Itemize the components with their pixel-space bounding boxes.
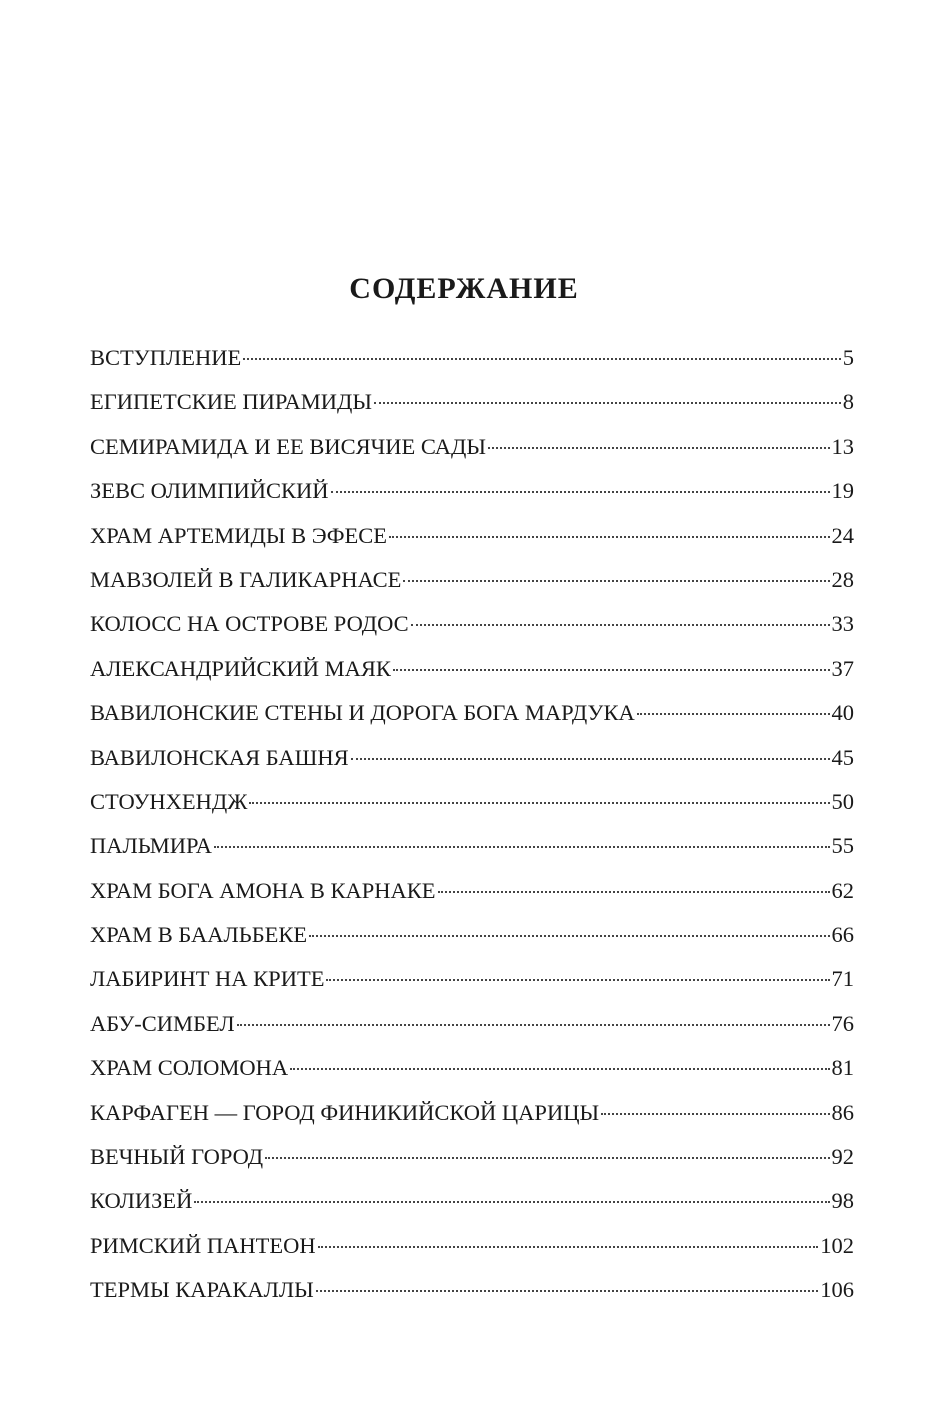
toc-entry	[90, 1179, 854, 1223]
toc-page-number: 37	[831, 655, 854, 681]
toc-page-number: 24	[831, 522, 854, 548]
table-of-contents	[90, 336, 854, 1313]
toc-entry-title: ЛАБИРИНТ НА КРИТЕ	[90, 966, 325, 992]
dot-leader	[326, 979, 829, 981]
toc-entry-title: ЕГИПЕТСКИЕ ПИРАМИДЫ	[90, 389, 372, 415]
toc-entry-title: ХРАМ АРТЕМИДЫ В ЭФЕСЕ	[90, 522, 388, 548]
page-title: СОДЕРЖАНИЕ	[349, 272, 579, 305]
toc-entry-title: ТЕРМЫ КАРАКАЛЛЫ	[90, 1277, 314, 1303]
toc-page-number: 71	[831, 966, 854, 992]
toc-entry	[90, 514, 854, 558]
dot-leader	[265, 1157, 829, 1159]
toc-page-number: 66	[831, 922, 854, 948]
toc-entry	[90, 1046, 854, 1090]
dot-leader	[393, 669, 830, 671]
toc-page-number: 40	[831, 700, 854, 726]
toc-entry	[90, 336, 854, 380]
toc-entry	[90, 957, 854, 1001]
dot-leader	[249, 802, 829, 804]
toc-entry	[90, 736, 854, 780]
toc-entry	[90, 1224, 854, 1268]
toc-entry-title: СТОУНХЕНДЖ	[90, 788, 248, 814]
toc-page-number: 62	[831, 877, 854, 903]
toc-entry	[90, 691, 854, 735]
toc-entry-title: ВАВИЛОНСКИЕ СТЕНЫ И ДОРОГА БОГА МАРДУКА	[90, 700, 635, 726]
toc-entry-title: ЗЕВС ОЛИМПИЙСКИЙ	[90, 478, 329, 504]
toc-page-number: 92	[831, 1144, 854, 1170]
toc-page-number: 33	[831, 611, 854, 637]
toc-entry-title: ВЕЧНЫЙ ГОРОД	[90, 1144, 264, 1170]
toc-entry	[90, 1268, 854, 1312]
toc-entry-title: ХРАМ В БААЛЬБЕКЕ	[90, 922, 308, 948]
dot-leader	[403, 580, 829, 582]
toc-page-number: 28	[831, 566, 854, 592]
toc-entry-title: ХРАМ СОЛОМОНА	[90, 1055, 289, 1081]
toc-entry-title: КАРФАГЕН — ГОРОД ФИНИКИЙСКОЙ ЦАРИЦЫ	[90, 1099, 600, 1125]
toc-page-number: 55	[831, 833, 854, 859]
toc-entry-title: КОЛИЗЕЙ	[90, 1188, 193, 1214]
toc-entry-title: АБУ-СИМБЕЛ	[90, 1010, 235, 1036]
dot-leader	[214, 846, 830, 848]
toc-page-number: 13	[831, 433, 854, 459]
toc-page-number: 106	[820, 1277, 854, 1303]
dot-leader	[411, 624, 830, 626]
toc-page-number: 45	[831, 744, 854, 770]
toc-entry	[90, 780, 854, 824]
toc-page-number: 98	[831, 1188, 854, 1214]
dot-leader	[331, 491, 830, 493]
toc-page-number: 102	[820, 1232, 854, 1258]
dot-leader	[243, 358, 841, 360]
toc-entry	[90, 647, 854, 691]
toc-page-number: 81	[831, 1055, 854, 1081]
toc-entry	[90, 380, 854, 424]
toc-page-number: 5	[842, 345, 854, 370]
toc-entry-title: РИМСКИЙ ПАНТЕОН	[90, 1232, 316, 1258]
toc-page-number: 8	[842, 389, 854, 415]
dot-leader	[351, 758, 830, 760]
dot-leader	[194, 1201, 829, 1203]
toc-entry	[90, 602, 854, 646]
toc-entry	[90, 1135, 854, 1179]
toc-entry	[90, 824, 854, 868]
dot-leader	[374, 402, 841, 404]
toc-entry	[90, 1002, 854, 1046]
toc-entry-title: СЕМИРАМИДА И ЕЕ ВИСЯЧИЕ САДЫ	[90, 433, 486, 459]
toc-entry-title: КОЛОСС НА ОСТРОВЕ РОДОС	[90, 611, 409, 637]
toc-entry	[90, 913, 854, 957]
toc-entry	[90, 425, 854, 469]
toc-entry-title: ХРАМ БОГА АМОНА В КАРНАКЕ	[90, 877, 436, 903]
toc-page-number: 86	[831, 1099, 854, 1125]
dot-leader	[601, 1113, 829, 1115]
toc-page-number: 50	[831, 788, 854, 814]
dot-leader	[318, 1246, 819, 1248]
toc-page-number: 19	[831, 478, 854, 504]
dot-leader	[389, 536, 829, 538]
toc-entry	[90, 558, 854, 602]
dot-leader	[309, 935, 829, 937]
toc-entry-title: ВСТУПЛЕНИЕ	[90, 345, 242, 370]
dot-leader	[237, 1024, 830, 1026]
toc-entry-title: МАВЗОЛЕЙ В ГАЛИКАРНАСЕ	[90, 566, 402, 592]
toc-entry	[90, 469, 854, 513]
toc-page-number: 76	[831, 1010, 854, 1036]
dot-leader	[316, 1290, 818, 1292]
toc-entry-title: ПАЛЬМИРА	[90, 833, 212, 859]
toc-entry-title: ВАВИЛОНСКАЯ БАШНЯ	[90, 744, 349, 770]
dot-leader	[290, 1068, 829, 1070]
toc-entry	[90, 1091, 854, 1135]
dot-leader	[637, 713, 830, 715]
dot-leader	[438, 891, 830, 893]
dot-leader	[488, 447, 830, 449]
toc-entry-title: АЛЕКСАНДРИЙСКИЙ МАЯК	[90, 655, 391, 681]
toc-entry	[90, 869, 854, 913]
